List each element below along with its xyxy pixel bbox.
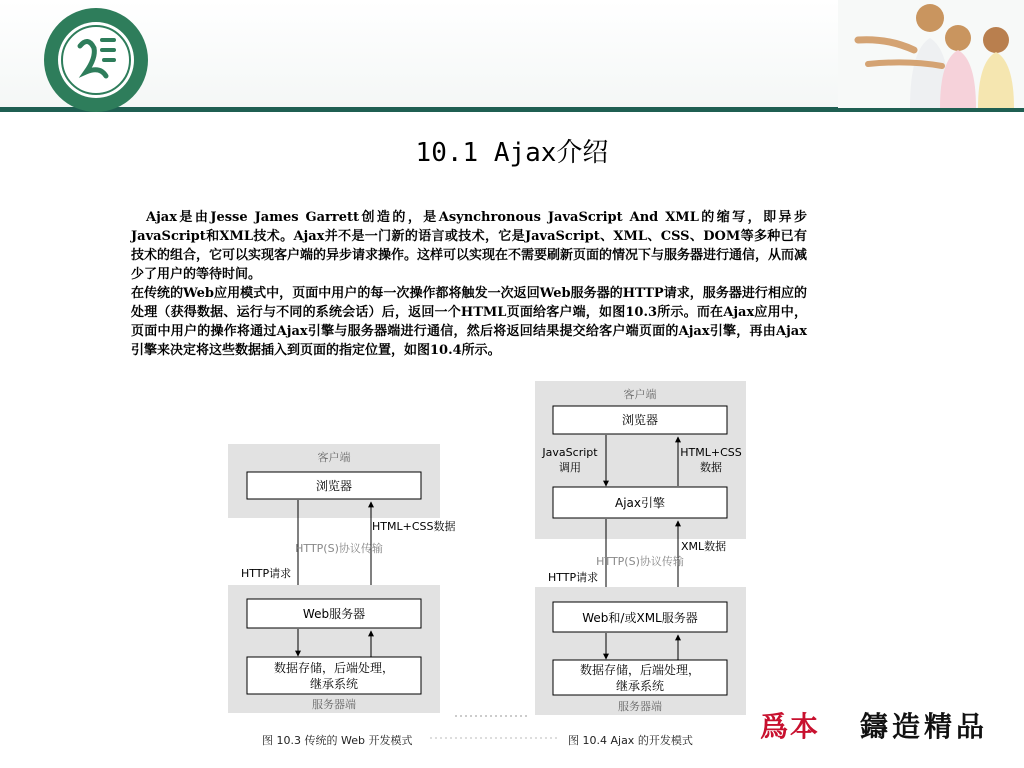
fig2-js-call-line1: JavaScript bbox=[542, 446, 598, 459]
fig2-browser-label: 浏览器 bbox=[621, 413, 659, 427]
fig1-client-label: 客户端 bbox=[317, 451, 351, 464]
figure-traditional-web bbox=[228, 444, 455, 713]
fig2-html-css-line1: HTML+CSS bbox=[680, 446, 742, 459]
fig1-html-css-label: HTML+CSS数据 bbox=[372, 520, 456, 533]
fig1-http-request-label: HTTP请求 bbox=[241, 567, 292, 580]
fig2-protocol-label: HTTP(S)协议传输 bbox=[596, 555, 684, 568]
fig1-storage-line2: 继承系统 bbox=[309, 677, 359, 691]
fig2-html-css-line2: 数据 bbox=[700, 461, 722, 474]
brand-slogan-black: 鑄造精品 bbox=[860, 710, 989, 743]
figure-ajax-web bbox=[535, 381, 746, 715]
paragraph-2: 在传统的Web应用模式中，页面中用户的每一次操作都将触发一次返回Web服务器的HTTP请求，服务器进行相应的处理（获得数据、运行与不同的系统会话）后，返回一个HTML页面给客户端，如图10.3所示。而在Ajax应用中，页面中用户的操作将通过Ajax引擎与服务器端进行通信，然后将返回结果提交给客户端页面的Ajax引擎，再由Ajax引擎来决定将这些数据插入到页面的指定位置，如图10.4所示。 bbox=[131, 286, 807, 358]
fig2-storage-line2: 继承系统 bbox=[615, 679, 665, 693]
fig2-http-request-label: HTTP请求 bbox=[548, 571, 599, 584]
brand-slogan-red: 爲本 bbox=[760, 710, 821, 743]
slide-title: 10.1 Ajax介绍 bbox=[415, 138, 609, 168]
fig2-storage-line1: 数据存储，后端处理， bbox=[579, 663, 701, 677]
fig1-storage-line1: 数据存储，后端处理， bbox=[273, 661, 395, 675]
fig2-client-label: 客户端 bbox=[623, 388, 657, 401]
fig1-caption: 图 10.3 传统的 Web 开发模式 bbox=[262, 734, 413, 747]
fig2-ajax-engine-label: Ajax引擎 bbox=[615, 496, 665, 510]
paragraph-1: Ajax是由Jesse James Garrett创造的，是Asynchronous JavaScript And XML的缩写，即异步JavaScript和XML技术。Ajax并不是一门新的语言或技术，它是JavaScript、XML、CSS、DOM等多种已有技术的组合，它可以实现客户端的异步请求操作。这样可以实现在不需要刷新页面的情况下与服务器进行通信，从而减少了用户的等待时间。 bbox=[131, 210, 808, 282]
fig2-js-call-line2: 调用 bbox=[559, 461, 581, 474]
fig1-protocol-label: HTTP(S)协议传输 bbox=[295, 542, 383, 555]
fig2-caption: 图 10.4 Ajax 的开发模式 bbox=[568, 734, 693, 747]
fig2-server-label: 服务器端 bbox=[618, 700, 662, 713]
fig1-browser-label: 浏览器 bbox=[315, 479, 353, 493]
fig2-xml-label: XML数据 bbox=[681, 540, 727, 553]
fig2-webserver-label: Web和/或XML服务器 bbox=[582, 611, 698, 625]
fig1-server-label: 服务器端 bbox=[312, 698, 356, 711]
fig1-webserver-label: Web服务器 bbox=[302, 607, 366, 621]
